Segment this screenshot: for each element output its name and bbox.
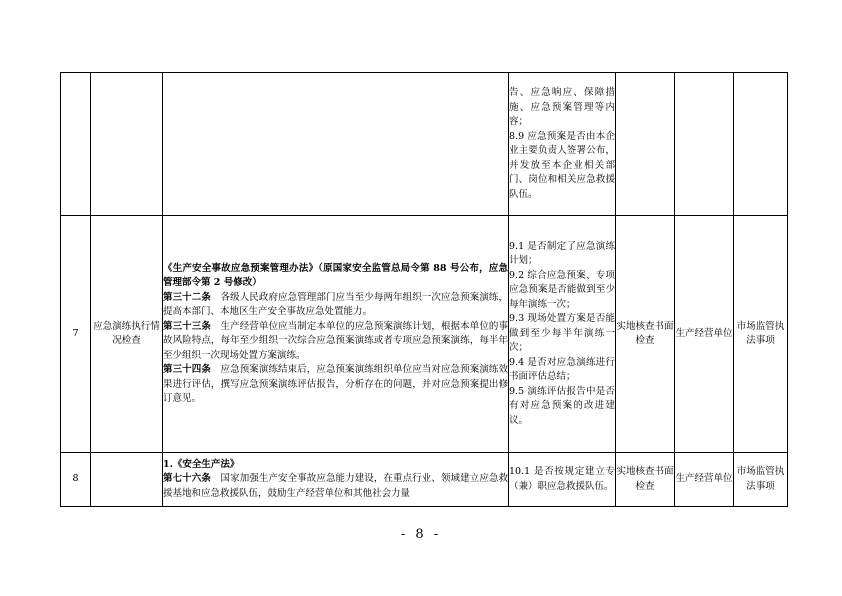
check-point: 9.4 是否对应急演练进行书面评估总结；: [509, 356, 615, 383]
check-point: 9.5 演练评估报告中是否有对应急预案的改进建议。: [509, 385, 615, 426]
clause-heading: 第三十四条: [163, 364, 211, 375]
check-method: [616, 73, 675, 216]
check-point: 9.1 是否制定了应急演练计划；: [509, 240, 615, 267]
clause-text: 生产经营单位应当制定本单位的应急预案演练计划，根据本单位的事故风险特点，每年至少组织一次综合应急预案演练或者专项应急预案演练，每半年至少组织一次现场处置方案演练。: [163, 320, 508, 361]
inspection-item: [91, 453, 163, 507]
check-point: 10.1 是否按规定建立专（兼）职应急救援队伍。: [509, 466, 615, 492]
table-row: [61, 73, 788, 216]
clause-heading: 第七十六条: [163, 473, 211, 485]
table-row: [61, 216, 788, 453]
clause-heading: 《生产安全事故应急预案管理办法》（原国家安全监管总局令第 88 号公布，应急管理部令第 2 号修改）: [163, 262, 508, 288]
check-object: [675, 73, 734, 216]
legal-clause: [163, 472, 508, 501]
clause-text: 国家加强生产安全事故应急能力建设，在重点行业、领域建立应急救援基地和应急救援队伍，鼓励生产经营单位和其他社会力量: [163, 473, 508, 499]
legal-clause: [163, 320, 508, 364]
clause-heading: 1.《安全生产法》: [163, 458, 240, 470]
inspection-table: [60, 72, 788, 507]
check-point: 8.9 应急预案是否由本企业主要负责人签署公布，并发放至本企业相关部门、岗位和相关应急救援队伍。: [509, 130, 615, 200]
matter-type: 市场监管执法事项: [734, 453, 788, 507]
row-number: 8: [61, 453, 91, 507]
legal-clause: [163, 291, 508, 320]
clause-text: 应急预案演练结束后，应急预案演练组织单位应当对应急预案演练效果进行评估，撰写应急预案演练评估报告，分析存在的问题，并对应急预案提出修订意见。: [163, 364, 508, 404]
clause-heading: 第三十二条: [163, 291, 211, 303]
check-point: 9.3 现场处置方案是否能做到至少每半年演练一次；: [509, 313, 615, 354]
check-points: [509, 73, 616, 216]
row-number: 7: [61, 216, 91, 453]
legal-basis: [163, 216, 509, 453]
check-point: 告、应急响应、保障措施、应急预案管理等内容；: [509, 87, 615, 127]
legal-basis: [163, 73, 509, 216]
matter-type: [734, 73, 788, 216]
page-number: - 8 -: [400, 527, 442, 542]
check-method: 实地核查书面检查: [616, 216, 675, 453]
check-points: [509, 453, 616, 507]
check-method: 实地核查书面检查: [616, 453, 675, 507]
legal-basis: [163, 453, 509, 507]
legal-clause: [163, 262, 508, 291]
check-points: [509, 216, 616, 453]
inspection-item: 应急演练执行情况检查: [91, 216, 163, 453]
check-point: 9.2 综合应急预案、专项应急预案是否能做到至少每年演练一次；: [509, 269, 615, 310]
inspection-item: [91, 73, 163, 216]
table-row: [61, 453, 788, 507]
check-object: 生产经营单位: [675, 216, 734, 453]
row-number: [61, 73, 91, 216]
legal-clause: [163, 458, 508, 473]
clause-text: 各级人民政府应急管理部门应当至少每两年组织一次应急预案演练，提高本部门、本地区生产安全事故应急处置能力。: [163, 291, 508, 317]
check-object: 生产经营单位: [675, 453, 734, 507]
clause-heading: 第三十三条: [163, 320, 211, 332]
matter-type: 市场监管执法事项: [734, 216, 788, 453]
legal-clause: [163, 363, 508, 407]
